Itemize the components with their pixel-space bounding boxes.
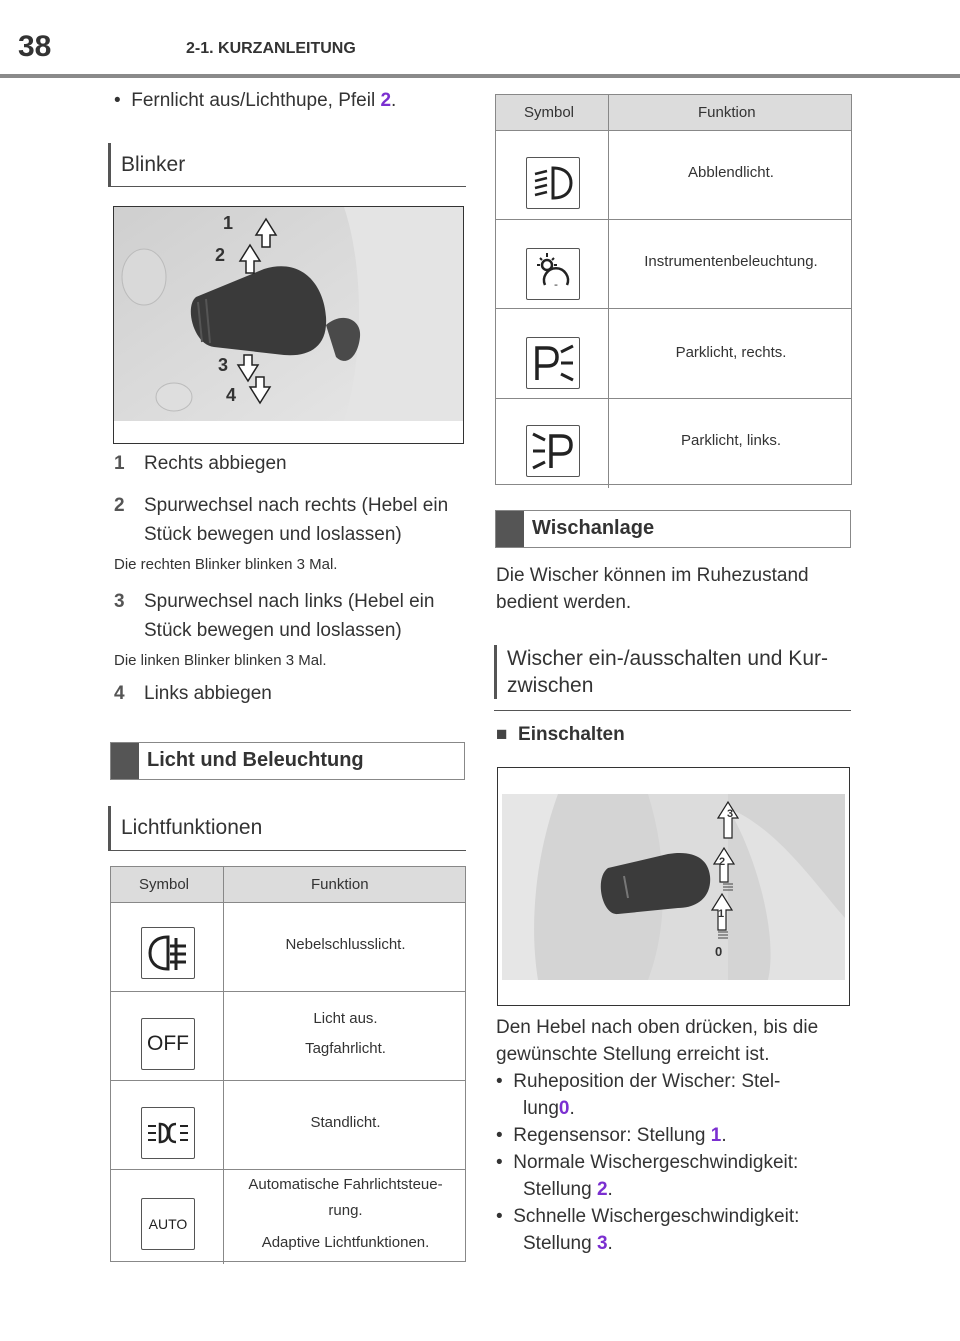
heading-underline (494, 710, 851, 711)
wiper-bullet: • Normale Wischergeschwindigkeit: Stellung 2. (496, 1152, 799, 1200)
function-text: Instrumentenbeleuchtung. (644, 253, 818, 270)
note-text: Die rechten Blinker blinken 3 Mal. (114, 556, 338, 573)
header-divider (0, 74, 960, 78)
blinker-heading: Blinker (108, 143, 185, 187)
figure-label-2: 2 (719, 856, 726, 868)
low-beam-icon (526, 157, 580, 209)
col-funktion: Funktion (698, 104, 756, 121)
list-item: 2 Spurwechsel nach rechts (Hebel ein Stück bewegen und loslassen) (114, 495, 449, 545)
figure-label-1: 1 (223, 213, 234, 233)
lichtfunktionen-table-continued (495, 94, 852, 485)
function-text: rung. (328, 1202, 363, 1219)
function-text: Parklicht, rechts. (675, 344, 787, 361)
chapter-title: 2-1. KURZANLEITUNG (186, 40, 356, 57)
table-row (496, 399, 851, 488)
fernlicht-bullet: • Fernlicht aus/Lichthupe, Pfeil 2. (114, 90, 397, 111)
figure-label-3: 3 (727, 808, 734, 820)
wisch-text: Die Wischer können im Ruhezustand bedient werden. (496, 565, 809, 613)
col-symbol: Symbol (139, 876, 190, 893)
list-item: 3 Spurwechsel nach links (Hebel ein Stück bewegen und loslassen) (114, 591, 435, 641)
licht-heading-box (110, 742, 465, 780)
licht-heading: Licht und Beleuchtung (147, 749, 364, 771)
table-row (496, 220, 851, 309)
wiper-bullet: • Ruheposition der Wischer: Stel- lung0. (496, 1071, 781, 1119)
wisch-heading-box (495, 510, 851, 548)
instrument-lighting-icon (526, 248, 580, 300)
square-bullet-icon: ■ (496, 724, 508, 745)
fog-rear-light-icon (141, 927, 195, 979)
turn-signal-lever-illustration (114, 207, 463, 443)
parking-light-right-icon (526, 337, 580, 389)
wiper-bullet: • Schnelle Wischergeschwindigkeit: Stellung 3. (496, 1206, 800, 1254)
function-text: Abblendlicht. (688, 164, 774, 181)
table-row (496, 131, 851, 220)
einschalten-heading: ■ Einschalten (496, 724, 625, 745)
parking-light-left-icon (526, 425, 580, 477)
page-number: 38 (18, 30, 52, 63)
heading-underline (108, 186, 466, 187)
auto-icon: AUTO (141, 1198, 195, 1250)
function-text: Parklicht, links. (680, 432, 782, 449)
table-header (496, 95, 851, 131)
table-row (111, 1170, 465, 1264)
table-row (111, 992, 465, 1081)
function-text: Licht aus. (313, 1010, 378, 1027)
note-text: Die linken Blinker blinken 3 Mal. (114, 652, 327, 669)
blinker-figure (113, 206, 464, 444)
svg-text:-: - (554, 278, 558, 291)
function-text: Automatische Fahrlichtsteue- (248, 1176, 443, 1193)
table-row (496, 309, 851, 399)
wiper-lever-illustration (498, 768, 849, 1005)
list-item: 4 Links abbiegen (114, 683, 272, 704)
table-row (111, 1081, 465, 1170)
list-item: 1 Rechts abbiegen (114, 453, 287, 474)
parking-light-icon (141, 1107, 195, 1159)
figure-label-0: 0 (715, 944, 723, 959)
function-text: Tagfahrlicht. (305, 1040, 386, 1057)
wiper-figure (497, 767, 850, 1006)
arrow-ref: 2 (380, 90, 392, 111)
wisch-heading: Wischanlage (532, 517, 655, 539)
heading-bar (111, 743, 139, 779)
figure-label-2: 2 (215, 245, 226, 265)
wiper-description: Den Hebel nach oben drücken, bis die gewünschte Stellung erreicht ist. (496, 1017, 819, 1065)
figure-label-1: 1 (718, 908, 725, 920)
col-symbol: Symbol (524, 104, 575, 121)
figure-label-3: 3 (218, 355, 229, 375)
off-icon: OFF (141, 1018, 195, 1070)
function-text: Adaptive Lichtfunktionen. (261, 1234, 430, 1251)
table-row (111, 903, 465, 992)
heading-underline (108, 850, 466, 851)
wiper-bullet: • Regensensor: Stellung 1. (496, 1125, 727, 1146)
lichtfunktionen-heading: Lichtfunktionen (108, 806, 262, 850)
table-header (111, 867, 465, 903)
function-text: Nebelschlusslicht. (285, 936, 406, 953)
function-text: Standlicht. (310, 1114, 381, 1131)
figure-label-4: 4 (226, 385, 237, 405)
col-funktion: Funktion (311, 876, 369, 893)
wischer-heading: Wischer ein-/ausschalten und Kur- zwischen (494, 645, 857, 699)
lichtfunktionen-table (110, 866, 466, 1262)
heading-bar (496, 511, 524, 547)
